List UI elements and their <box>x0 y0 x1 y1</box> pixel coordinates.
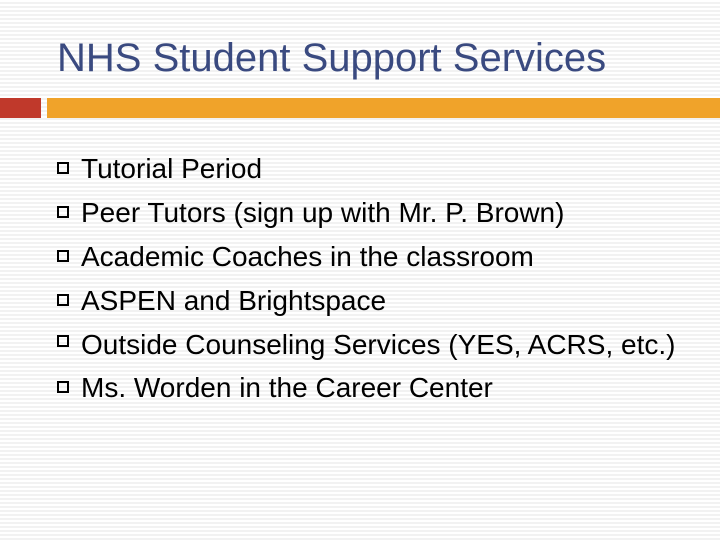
bullet-text: Ms. Worden in the Career Center <box>81 372 493 403</box>
hollow-square-bullet-icon <box>57 206 69 218</box>
list-item <box>0 366 700 410</box>
bullet-text: Tutorial Period <box>81 153 263 184</box>
title-accent-bar-left <box>0 98 41 118</box>
bullet-text: Peer Tutors (sign up with Mr. P. Brown) <box>81 197 565 228</box>
bullet-text: ASPEN and Brightspace <box>81 285 387 316</box>
list-item <box>0 191 700 235</box>
bullet-text: Academic Coaches in the classroom <box>81 241 534 272</box>
hollow-square-bullet-icon <box>57 335 69 347</box>
hollow-square-bullet-icon <box>57 294 69 306</box>
title-accent-bar-right <box>47 98 720 118</box>
bullet-text: Outside Counseling Services (YES, ACRS, etc.) <box>81 329 676 360</box>
list-item <box>0 323 700 366</box>
slide-title: NHS Student Support Services <box>57 36 607 80</box>
bullet-list <box>0 147 700 410</box>
hollow-square-bullet-icon <box>57 162 69 174</box>
list-item <box>0 279 700 323</box>
hollow-square-bullet-icon <box>57 381 69 393</box>
list-item <box>0 235 700 279</box>
hollow-square-bullet-icon <box>57 250 69 262</box>
list-item <box>0 147 700 191</box>
